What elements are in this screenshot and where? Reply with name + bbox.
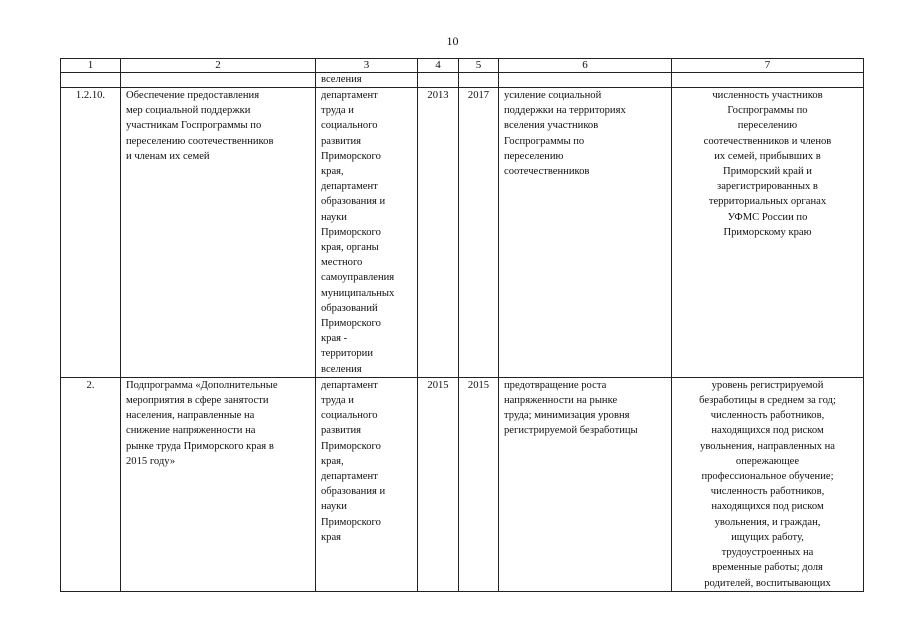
cell-name: Подпрограмма «Дополнительные мероприятия в сфере занятости населения, направленные на снижение напряженности на рынке труда Приморского края в 2015 году» bbox=[121, 377, 316, 591]
cell-start bbox=[418, 73, 459, 88]
table-row bbox=[61, 88, 864, 378]
column-header: 3 bbox=[316, 59, 418, 73]
cell-num bbox=[61, 73, 121, 88]
table-row bbox=[61, 377, 864, 591]
cell-num: 1.2.10. bbox=[61, 88, 121, 378]
cell-executor: департамент труда и социального развития Приморского края, департамент образования и науки Приморского края, органы местного самоуправления муниципальных образований Приморского края - территории вселения bbox=[316, 88, 418, 378]
cell-indicator bbox=[672, 73, 864, 88]
cell-end bbox=[459, 73, 499, 88]
cell-end-year: 2015 bbox=[459, 377, 499, 591]
column-header: 6 bbox=[499, 59, 672, 73]
cell-result bbox=[499, 73, 672, 88]
cell-indicator: уровень регистрируемой безработицы в среднем за год; численность работников, находящихся под риском увольнения, направленных на опережающее профессиональное обучение; численность работников, находящихся под риском увольнения, и граждан, ищущих работу, трудоустроенных на временные работы; доля родителей, воспитывающих bbox=[672, 377, 864, 591]
cell-start-year: 2013 bbox=[418, 88, 459, 378]
cell-name: Обеспечение предоставления мер социальной поддержки участникам Госпрограммы по переселению соотечественников и членам их семей bbox=[121, 88, 316, 378]
cell-name bbox=[121, 73, 316, 88]
column-header: 1 bbox=[61, 59, 121, 73]
cell-start-year: 2015 bbox=[418, 377, 459, 591]
measures-table bbox=[60, 58, 864, 592]
page-number: 10 bbox=[446, 34, 459, 48]
column-header: 7 bbox=[672, 59, 864, 73]
cell-indicator: численность участников Госпрограммы по переселению соотечественников и членов их семей, прибывших в Приморский край и зарегистрированных в территориальных органах УФМС России по Приморскому краю bbox=[672, 88, 864, 378]
column-header: 5 bbox=[459, 59, 499, 73]
cell-end-year: 2017 bbox=[459, 88, 499, 378]
continuation-row bbox=[61, 73, 864, 88]
cell-executor: департамент труда и социального развития Приморского края, департамент образования и науки Приморского края bbox=[316, 377, 418, 591]
header-row bbox=[61, 59, 864, 73]
cell-num: 2. bbox=[61, 377, 121, 591]
column-header: 4 bbox=[418, 59, 459, 73]
cell-result: предотвращение роста напряженности на рынке труда; минимизация уровня регистрируемой безработицы bbox=[499, 377, 672, 591]
column-header: 2 bbox=[121, 59, 316, 73]
cell-executor: вселения bbox=[316, 73, 418, 88]
cell-result: усиление социальной поддержки на территориях вселения участников Госпрограммы по переселению соотечественников bbox=[499, 88, 672, 378]
